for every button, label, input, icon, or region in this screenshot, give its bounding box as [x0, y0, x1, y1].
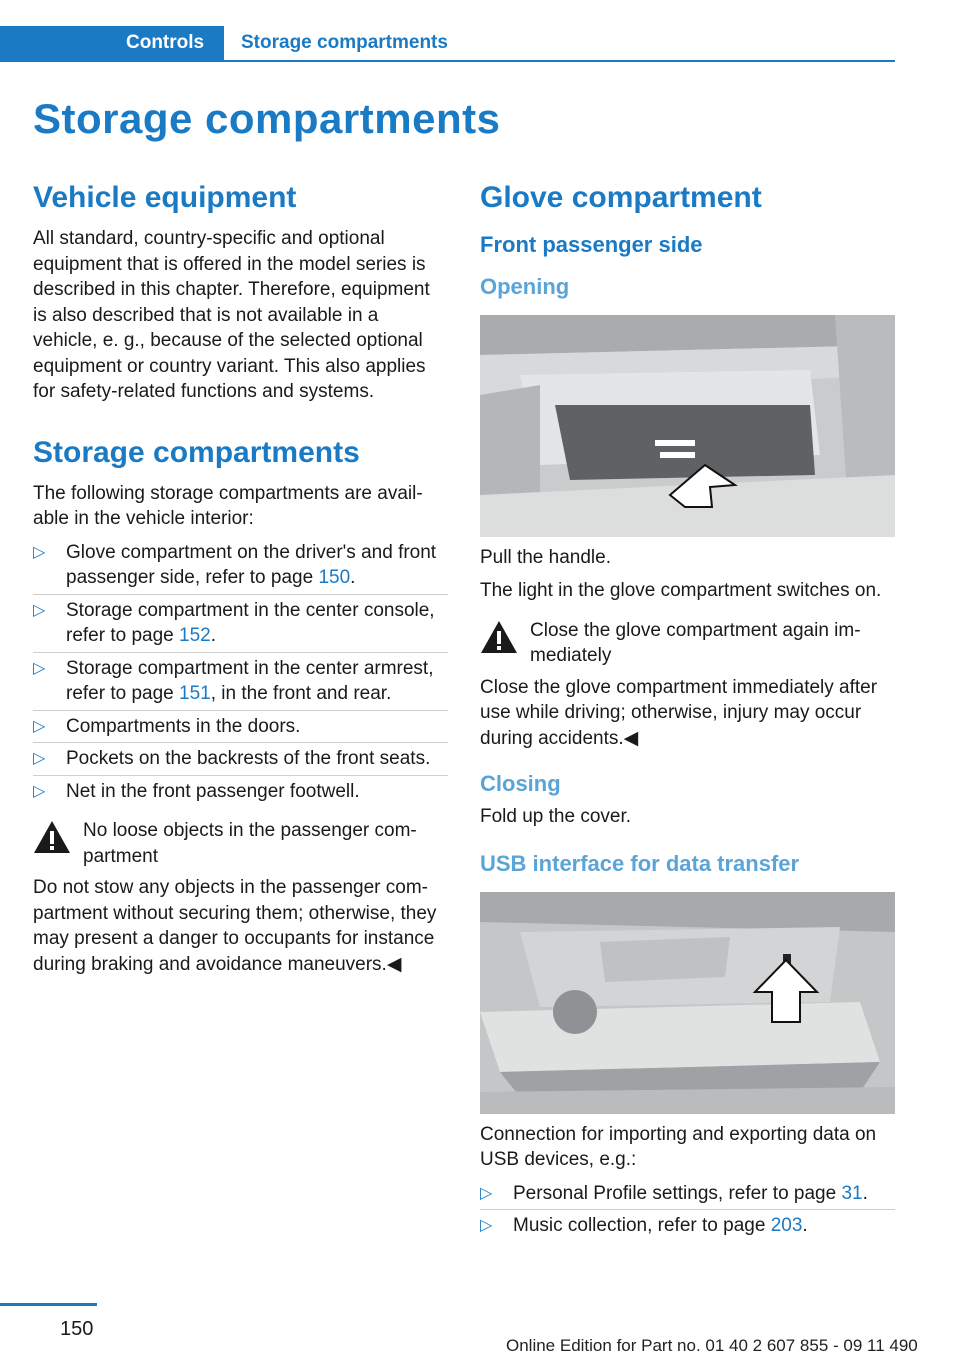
- warning-icon: [33, 820, 71, 854]
- page-header: [0, 26, 895, 62]
- usb-list: [480, 1181, 895, 1239]
- page-link[interactable]: 31: [841, 1182, 863, 1204]
- warning-text: Close the glove compartment immediately after use while driving; otherwise, injury may occur during accidents.◀: [480, 676, 878, 749]
- closing-text: Fold up the cover.: [480, 805, 632, 827]
- closing-heading: Closing: [480, 771, 561, 797]
- page-title: Storage compartments: [33, 95, 501, 142]
- triangle-bullet-icon: ▷: [33, 543, 46, 561]
- vehicle-equipment-text: All standard, country-specific and optional equipment that is offered in the model series is described in this chapter. Therefore, equipment is also described that is not available in a vehicle, e. g., because of the selected optional equipment or country variant. This also applies for safety-related functions and systems.: [33, 228, 430, 402]
- triangle-bullet-icon: ▷: [33, 750, 46, 767]
- warning-title: No loose objects in the passenger compartment: [83, 820, 417, 867]
- storage-intro: The following storage compartments are available in the vehicle interior:: [33, 482, 423, 529]
- chapter-tab[interactable]: Storage compartments: [241, 32, 448, 53]
- page-link[interactable]: 203: [770, 1215, 803, 1237]
- triangle-bullet-icon: ▷: [33, 659, 46, 677]
- warning-title: Close the glove compartment again immediately: [530, 619, 861, 667]
- storage-list: [33, 540, 448, 805]
- list-item: ▷ Storage compartment in the center armrest, refer to page 151, in the front and rear.: [33, 656, 448, 707]
- right-column: [480, 180, 895, 1246]
- section-tab[interactable]: Controls: [0, 26, 224, 62]
- list-item: ▷ Compartments in the doors.: [33, 714, 448, 740]
- light-text: The light in the glove compartment switches on.: [480, 580, 882, 602]
- opening-heading: Opening: [480, 274, 570, 300]
- page-link[interactable]: 151: [179, 683, 211, 704]
- page-number: 150: [60, 1318, 94, 1340]
- glove-heading: Glove compartment: [480, 181, 762, 214]
- list-item: ▷ Personal Profile settings, refer to page 31.: [480, 1181, 895, 1207]
- edition-note: Online Edition for Part no. 01 40 2 607 855 - 09 11 490: [506, 1336, 918, 1355]
- list-item: ▷ Glove compartment on the driver's and front passenger side, refer to page 150.: [33, 540, 448, 591]
- pull-handle-text: Pull the handle.: [480, 546, 611, 568]
- front-passenger-heading: Front passenger side: [480, 232, 703, 257]
- triangle-bullet-icon: ▷: [33, 782, 46, 800]
- warning-icon: [480, 620, 518, 654]
- page-link[interactable]: 152: [179, 625, 211, 646]
- list-item: ▷ Pockets on the backrests of the front seats.: [33, 746, 448, 772]
- triangle-bullet-icon: ▷: [480, 1217, 493, 1235]
- warning-box: [480, 618, 895, 669]
- triangle-bullet-icon: ▷: [480, 1184, 493, 1202]
- left-column: [33, 180, 448, 977]
- list-item: ▷ Music collection, refer to page 203.: [480, 1213, 895, 1239]
- usb-heading: USB interface for data transfer: [480, 851, 800, 877]
- triangle-bullet-icon: ▷: [33, 601, 46, 619]
- warning-text: Do not stow any objects in the passenger compartment without securing them; otherwise, they may present a danger to occupants for instance during braking and avoidance maneuvers.◀: [33, 877, 437, 975]
- glove-compartment-photo: [480, 315, 895, 537]
- usb-text: Connection for importing and exporting data on USB devices, e.g.:: [480, 1123, 877, 1171]
- warning-box: [33, 818, 448, 869]
- list-item: ▷ Storage compartment in the center console, refer to page 152.: [33, 598, 448, 649]
- list-item: ▷ Net in the front passenger footwell.: [33, 779, 448, 805]
- footer-rule: [0, 1303, 97, 1306]
- vehicle-equipment-heading: Vehicle equipment: [33, 181, 297, 214]
- usb-interface-photo: [480, 892, 895, 1114]
- page-link[interactable]: 150: [318, 567, 351, 588]
- triangle-bullet-icon: ▷: [33, 717, 46, 735]
- storage-heading: Storage compartments: [33, 435, 360, 469]
